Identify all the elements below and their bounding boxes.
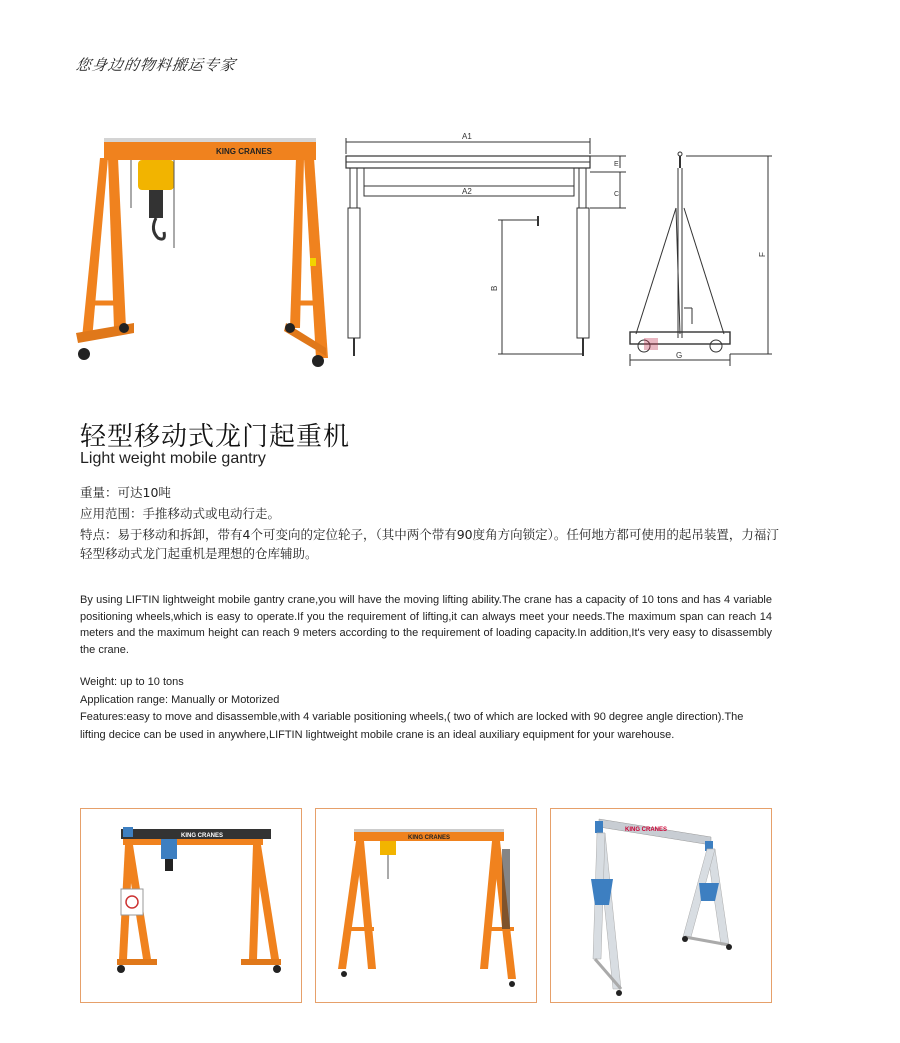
cn-weight: 重量：可达10吨 [80, 485, 171, 500]
gallery-photo-2 [315, 808, 537, 1003]
hoist [138, 160, 174, 190]
gallery-3-brand: KING CRANES [625, 827, 668, 833]
technical-drawing [340, 128, 785, 378]
gallery-2-brand: KING CRANES [408, 835, 451, 841]
crane-beam [104, 140, 316, 160]
dim-f: F [758, 252, 767, 257]
en-specs [80, 674, 772, 744]
en-description: By using LIFTIN lightweight mobile gantry crane,you will have the moving lifting ability.The crane has a capacity of 10 tons and has 4 variable positioning wheels,which is easy to operate.If you the requirement of lifting,it can always meet your needs.The maximum span can reach 14 meters and the maximum height can reach 9 meters according to the requirement of loading capacity.In addition,It's very easy to disassembly the crane. [80, 594, 772, 656]
en-features: Features:easy to move and disassemble,with 4 variable positioning wheels,( two of which are locked with 90 degree angle direction).The lifting decice can be used in anywhere,LIFTIN lightweight mobile crane is an ideal auxiliary equipment for your warehouse. [80, 711, 744, 741]
cn-features: 特点：易于移动和拆卸，带有4个可变向的定位轮子，（其中两个带有90度角方向锁定）。任何地方都可使用的起吊装置，力福汀轻型移动式龙门起重机是理想的仓库辅助。 [80, 527, 779, 561]
hero-crane-photo [76, 128, 334, 378]
dim-a2: A2 [462, 187, 472, 196]
en-weight: Weight: up to 10 tons [80, 676, 184, 688]
title-en: Light weight mobile gantry [80, 450, 266, 467]
gallery-photo-3 [550, 808, 772, 1003]
cn-specs [80, 483, 780, 565]
cn-application: 应用范围：手推移动式或电动行走。 [80, 506, 281, 521]
crane-brand-label: KING CRANES [216, 147, 273, 156]
dim-a1: A1 [462, 132, 472, 141]
slogan: 您身边的物料搬运专家 [74, 56, 238, 74]
gallery-1-brand: KING CRANES [181, 833, 224, 839]
title-cn: 轻型移动式龙门起重机 [80, 422, 351, 452]
dim-g: G [676, 351, 683, 360]
dim-e: E [614, 161, 619, 168]
dim-b: B [490, 285, 499, 291]
gallery-photo-1 [80, 808, 302, 1003]
dim-c: C [614, 191, 620, 198]
en-application: Application range: Manually or Motorized [80, 693, 280, 706]
